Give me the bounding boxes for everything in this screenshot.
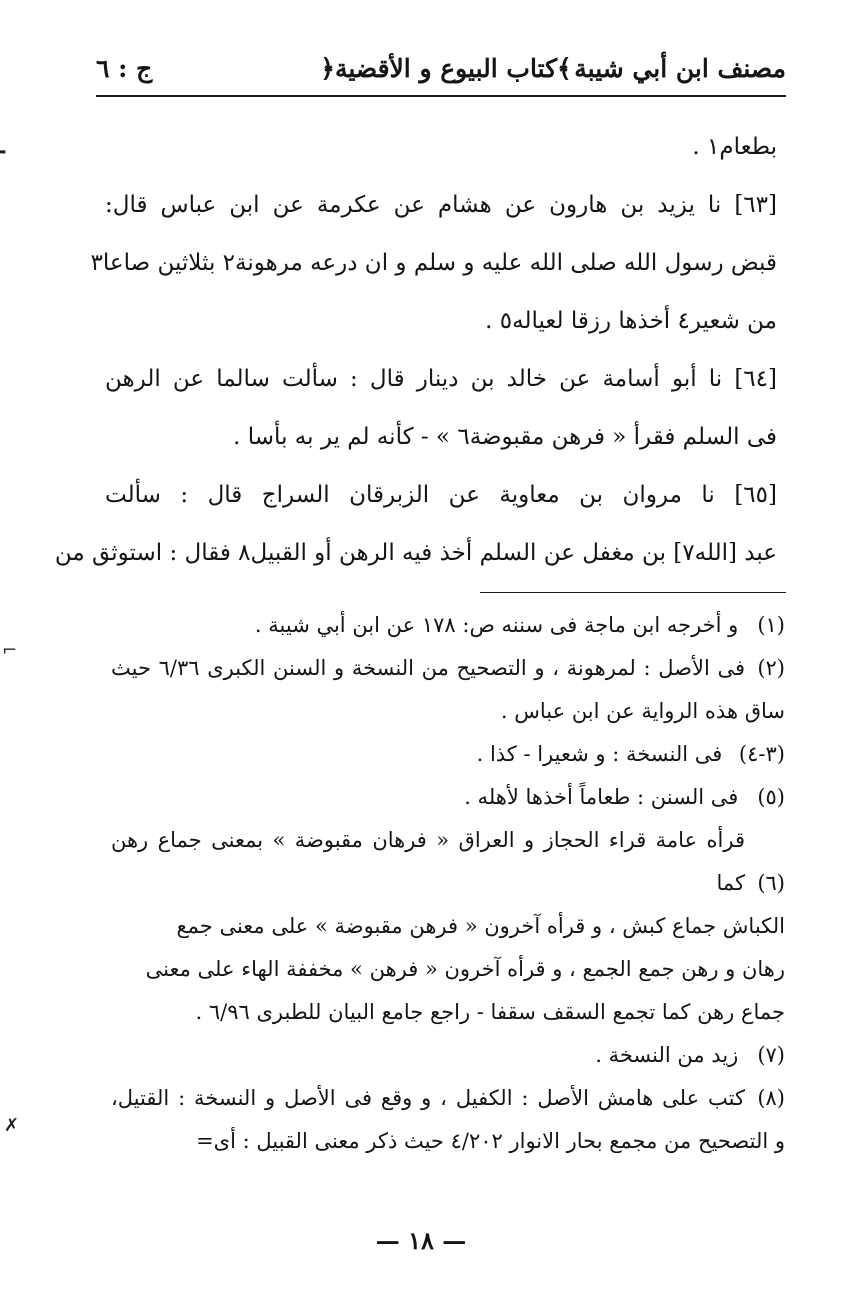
footnote-8-continued: و التصحيح من مجمع بحار الانوار ٤/٢٠٢ حيث ذكر معنى القبيل : أى= <box>196 1129 785 1153</box>
text-line: [٦٥] نا مروان بن معاوية عن الزبرقان السراج قال : سألت <box>105 482 777 508</box>
footnote-2-continued: ساق هذه الرواية عن ابن عباس . <box>500 699 785 723</box>
footnote-number: (٥) <box>757 785 785 809</box>
footnote-1 <box>105 604 785 647</box>
text-line: قبض رسول الله صلى الله عليه و سلم و ان درعه مرهونة٢ بثلاثين صاعا٣ <box>90 250 777 276</box>
footnote-6-continued: جماع رهن كما تجمع السقف سقفا - راجع جامع البيان للطبرى ٦/٩٦ . <box>195 1000 785 1024</box>
text-line: فى السلم فقرأ « فرهن مقبوضة٦ » - كأنه لم ير به بأسا . <box>233 424 777 450</box>
footnote-3-4 <box>105 733 785 776</box>
footnote-6-continued: رهان و رهن جمع الجمع ، و قرأه آخرون « فرهن » مخففة الهاء على معنى <box>145 957 785 981</box>
footnote-number: (٨) <box>757 1086 785 1110</box>
footnote-number: (٣-٤) <box>738 742 785 766</box>
footnote-text: فى السنن : طعاماً أخذها لأهله . <box>464 785 739 809</box>
footnote-text: فى النسخة : و شعيرا - كذا . <box>476 742 723 766</box>
footnote-text: قرأه عامة قراء الحجاز و العراق « فرهان مقبوضة » بمعنى جماع رهن كما <box>111 828 745 895</box>
footnote-2 <box>105 647 785 690</box>
footnote-number: (٧) <box>757 1043 785 1067</box>
text-line: من شعير٤ أخذها رزقا لعياله٥ . <box>485 308 777 334</box>
book-title: مصنف ابن أبي شيبة <box>574 54 786 83</box>
volume-number: ج : ٦ <box>96 54 153 83</box>
footnote-7 <box>105 1034 785 1077</box>
chapter-title: ﴿كتاب البيوع و الأقضية﴾ <box>320 54 572 83</box>
margin-mark: ✗ <box>4 1115 20 1136</box>
footnote-text: زيد من النسخة . <box>595 1043 739 1067</box>
main-text <box>54 118 777 582</box>
footnote-number: (٦) <box>757 871 785 895</box>
text-line: بطعام١ . <box>692 134 777 160</box>
text-line: [٦٣] نا يزيد بن هارون عن هشام عن عكرمة عن ابن عباس قال: <box>105 192 777 218</box>
footnote-8 <box>105 1077 785 1120</box>
running-header <box>96 48 786 92</box>
footnote-number: (١) <box>757 613 785 637</box>
header-rule <box>96 95 786 97</box>
footnote-6 <box>105 819 785 905</box>
text-line: [٦٤] نا أبو أسامة عن خالد بن دينار قال : سألت سالما عن الرهن <box>105 366 777 392</box>
text-line: عبد [الله٧] بن مغفل عن السلم أخذ فيه الرهن أو القبيل٨ فقال : استوثق من <box>54 540 777 566</box>
footnote-text: فى الأصل : لمرهونة ، و التصحيح من النسخة و السنن الكبرى ٦/٣٦ حيث <box>111 656 745 680</box>
margin-mark: ╸ <box>0 142 11 163</box>
footnote-5 <box>105 776 785 819</box>
footnote-rule <box>480 592 786 593</box>
footnote-text: كتب على هامش الأصل : الكفيل ، و وقع فى الأصل و النسخة : القتيل، <box>111 1086 745 1110</box>
footnotes <box>105 604 785 1163</box>
footnote-6-continued: الكباش جماع كبش ، و قرأه آخرون « فرهن مقبوضة » على معنى جمع <box>176 914 785 938</box>
footnote-text: و أخرجه ابن ماجة فى سننه ص: ١٧٨ عن ابن أبي شيبة . <box>254 613 739 637</box>
page-number: — ١٨ — <box>375 1226 467 1255</box>
footnote-number: (٢) <box>757 656 785 680</box>
margin-mark: ⌐ <box>2 640 18 661</box>
